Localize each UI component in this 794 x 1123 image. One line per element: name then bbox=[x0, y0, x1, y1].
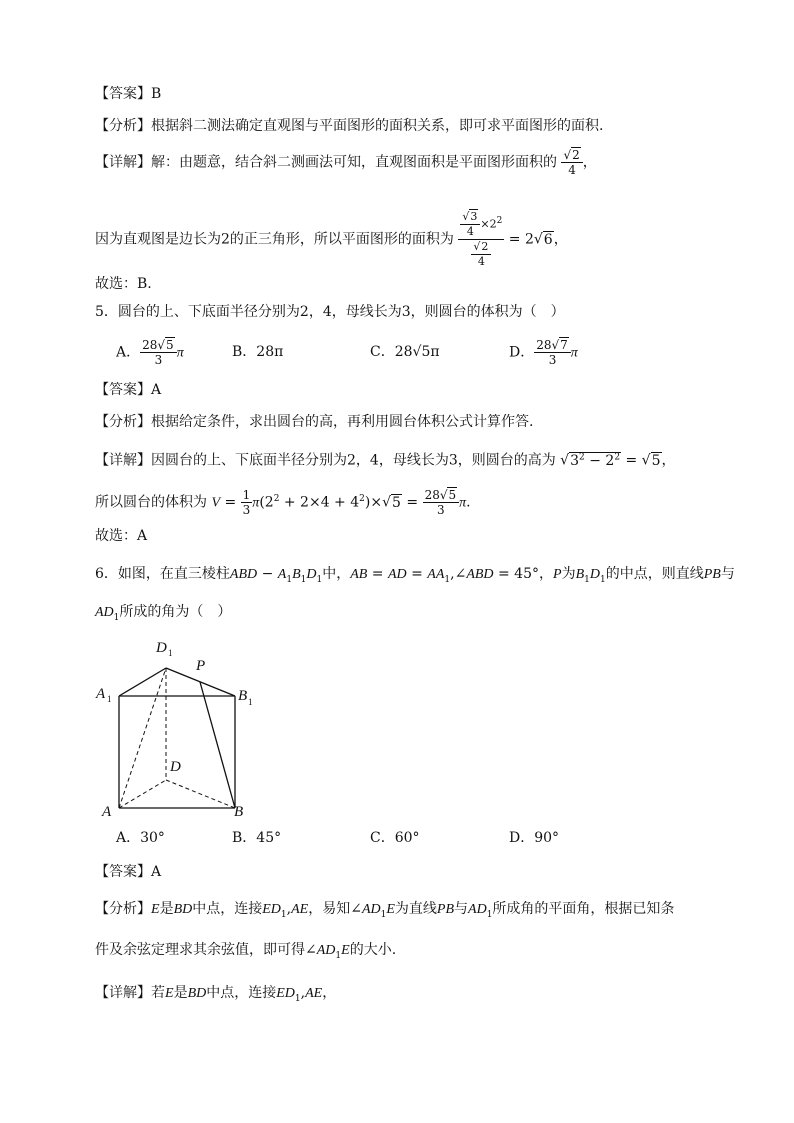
label-d: D bbox=[170, 759, 181, 775]
q4-analysis-line bbox=[95, 116, 603, 136]
q6-answer: A bbox=[151, 864, 162, 880]
q4-detail-line-2: 因为直观图是边长为2的正三角形，所以平面图形的面积为 $\frac{√3}{4}$ $\times 2^2$ $\frac{√2}{4}$ = 2√6， bbox=[95, 210, 568, 268]
q5-option-c: C．28√5π bbox=[370, 344, 440, 360]
analysis-tag: 【分析】 bbox=[95, 118, 151, 134]
label-a: A bbox=[102, 804, 112, 820]
q4-detail-line: 【详解】解：由题意，结合斜二测画法可知，直观图面积是平面图形面积的 $\frac{√2}{4}$ ， bbox=[95, 148, 597, 177]
q5-answer-line: 【答案】A bbox=[95, 382, 162, 398]
q4-answer: B bbox=[151, 86, 162, 102]
q5-option-b: B．28π bbox=[232, 344, 284, 360]
svg-text:1: 1 bbox=[107, 694, 112, 704]
label-a1: A bbox=[96, 686, 106, 702]
q6-option-c: C．60° bbox=[370, 830, 420, 846]
q4-detail-1: 解：由题意，结合斜二测画法可知，直观图面积是平面图形面积的 bbox=[151, 154, 557, 171]
q5-stem: 5．圆台的上、下底面半径分别为2，4，母线长为3，则圆台的体积为（ ） bbox=[95, 304, 565, 320]
detail-tag: 【详解】 bbox=[95, 154, 151, 171]
q5-analysis: 根据给定条件，求出圆台的高，再利用圆台体积公式计算作答. bbox=[151, 414, 534, 430]
label-p: P bbox=[196, 658, 206, 674]
q5-detail-1: 因圆台的上、下底面半径分别为2，4，母线长为3，则圆台的高为 bbox=[151, 452, 556, 469]
q6-answer-line: 【答案】A bbox=[95, 864, 162, 880]
q5-answer: A bbox=[151, 382, 162, 398]
q6-analysis-line-1: 【分析】E是BD中点，连接$ED_1,AE$，易知$\angle AD_1E$为直线PB与$AD_1$所成角的平面角，根据已知条 bbox=[95, 901, 675, 920]
q6-detail-line: 【详解】若E是BD中点，连接$ED_1,AE$， bbox=[95, 985, 337, 1004]
q6-option-a: A．30° bbox=[116, 830, 165, 846]
q5-conclusion: 故选：A bbox=[95, 528, 148, 544]
fraction-sqrt2-over-4: $\frac{√2}{4}$ bbox=[561, 148, 582, 177]
q5-option-a: A． $\frac{28√5}{3}$ π bbox=[116, 338, 184, 367]
prism-figure bbox=[92, 630, 282, 820]
q4-conclusion: 故选：B. bbox=[95, 276, 152, 292]
answer-tag: 【答案】 bbox=[95, 86, 151, 102]
svg-text:1: 1 bbox=[168, 648, 173, 658]
area-formula: $\frac{√3}{4}$ $\times 2^2$ $\frac{√2}{4}$ bbox=[458, 210, 504, 269]
q6-option-d: D．90° bbox=[509, 830, 560, 846]
q6-analysis-line-2: 件及余弦定理求其余弦值，即可得$\angle AD_1E$的大小. bbox=[95, 942, 397, 961]
q6-stem-line-2: $AD_1$所成的角为（ ） bbox=[95, 604, 232, 623]
label-b1: B bbox=[238, 688, 248, 704]
q6-stem-line-1: 6．如图，在直三棱柱ABD − $A_1B_1D_1$中，AB = AD = $AA_1,\angle ABD = 45^\circ$，P为$B_1D_1$的中点，则直线PB与 bbox=[95, 566, 735, 585]
q5-option-d: D． $\frac{28√7}{3}$ π bbox=[509, 338, 578, 367]
label-b: B bbox=[234, 804, 244, 820]
q5-detail-line: 【详解】因圆台的上、下底面半径分别为2，4，母线长为3，则圆台的高为 $√3^2 - 2^2 = √5$， bbox=[95, 452, 676, 469]
q5-detail-2: 所以圆台的体积为 bbox=[95, 494, 207, 511]
svg-text:1: 1 bbox=[248, 697, 253, 707]
q5-analysis-line: 【分析】根据给定条件，求出圆台的高，再利用圆台体积公式计算作答. bbox=[95, 414, 534, 430]
q4-detail-2: 因为直观图是边长为2的正三角形，所以平面图形的面积为 bbox=[95, 231, 454, 248]
q4-answer-line bbox=[95, 84, 161, 104]
label-d1: D bbox=[156, 640, 167, 656]
q4-analysis: 根据斜二测法确定直观图与平面图形的面积关系，即可求平面图形的面积. bbox=[151, 118, 604, 134]
q5-detail-line-2: 所以圆台的体积为 V = $\frac{1}{3}$ $\pi(2^2 + 2\times 4 + 4^2)\times√5$ = $\frac{28√5}{3}$ π. bbox=[95, 488, 471, 517]
q6-option-b: B．45° bbox=[232, 830, 282, 846]
